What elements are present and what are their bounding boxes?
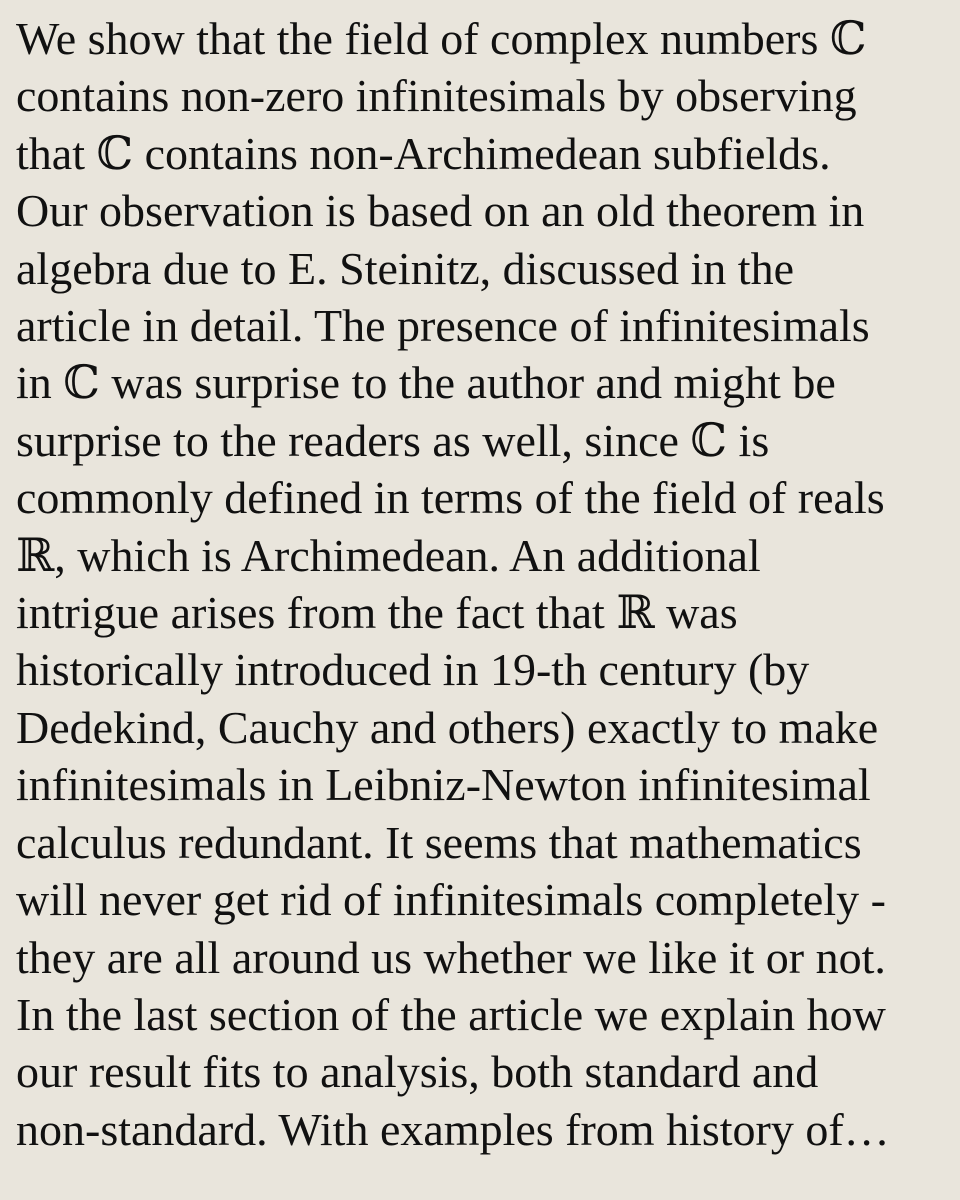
abstract-line: article in detail. The presence of infinitesimals bbox=[16, 300, 870, 352]
abstract-line: our result fits to analysis, both standard and bbox=[16, 1046, 819, 1098]
abstract-line: Our observation is based on an old theorem in bbox=[16, 185, 865, 237]
abstract-text bbox=[16, 10, 946, 1158]
abstract-line: Dedekind, Cauchy and others) exactly to make bbox=[16, 701, 879, 753]
abstract-line: will never get rid of infinitesimals completely - bbox=[16, 874, 886, 926]
abstract-line: ℝ, which is Archimedean. An additional bbox=[16, 529, 761, 581]
abstract-line: that ℂ contains non-Archimedean subfields. bbox=[16, 127, 831, 179]
abstract-line: In the last section of the article we explain how bbox=[16, 988, 886, 1040]
abstract-line: contains non-zero infinitesimals by observing bbox=[16, 70, 857, 122]
abstract-line: We show that the field of complex numbers ℂ bbox=[16, 13, 867, 64]
abstract-line: surprise to the readers as well, since ℂ is bbox=[16, 414, 770, 466]
abstract-line: in ℂ was surprise to the author and might be bbox=[16, 357, 836, 409]
abstract-line: infinitesimals in Leibniz-Newton infinitesimal bbox=[16, 759, 871, 811]
abstract-line: calculus redundant. It seems that mathematics bbox=[16, 816, 862, 868]
abstract-line: non-standard. With examples from history of… bbox=[16, 1103, 890, 1155]
abstract-line: intrigue arises from the fact that ℝ was bbox=[16, 587, 738, 639]
abstract-line: commonly defined in terms of the field of reals bbox=[16, 472, 885, 524]
abstract-line: algebra due to E. Steinitz, discussed in the bbox=[16, 242, 794, 294]
abstract-line: historically introduced in 19-th century (by bbox=[16, 644, 810, 696]
abstract-line: they are all around us whether we like it or not. bbox=[16, 931, 886, 983]
